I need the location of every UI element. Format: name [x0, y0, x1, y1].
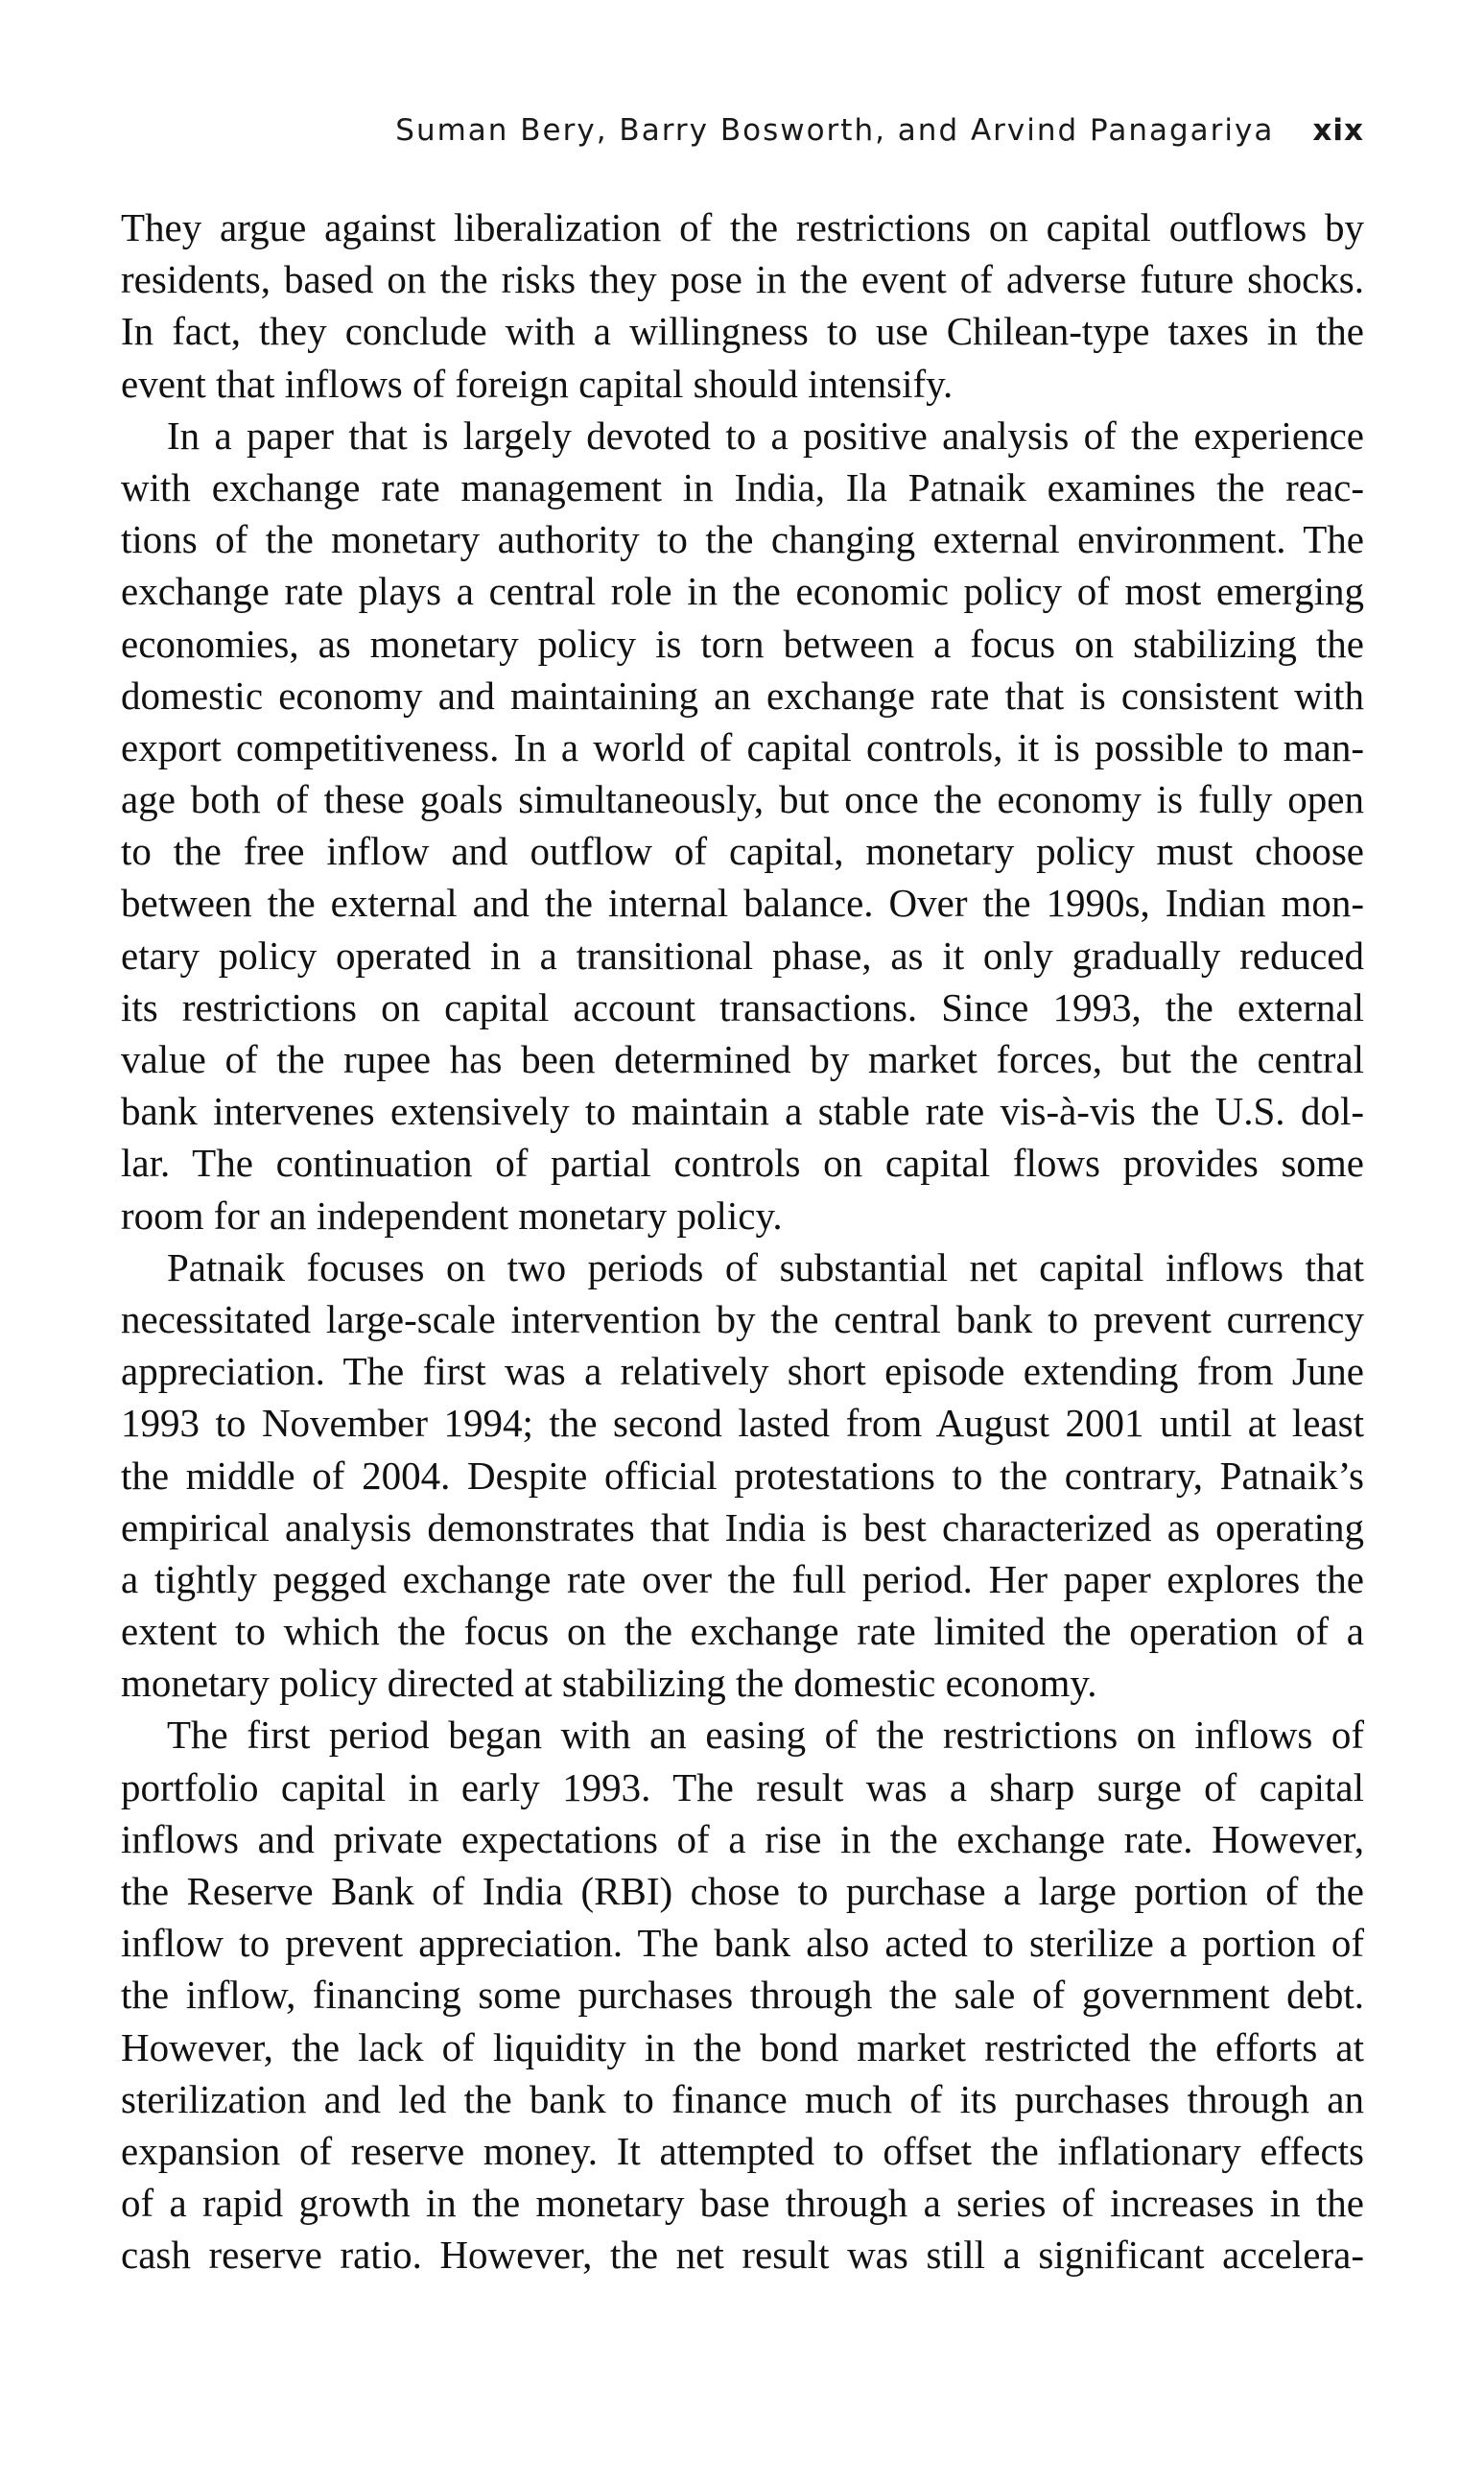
text-line: the middle of 2004. Despite official protestations to the contrary, Patnaik’s: [121, 1453, 1364, 1498]
text-line: empirical analysis demonstrates that India is best characterized as operating: [121, 1504, 1364, 1549]
text-line: value of the rupee has been determined by market forces, but the central: [121, 1037, 1364, 1081]
running-head-authors: Suman Bery, Barry Bosworth, and Arvind Panagariya: [395, 113, 1275, 148]
text-line: extent to which the focus on the exchange rate limited the operation of a: [121, 1609, 1364, 1654]
text-line: age both of these goals simultaneously, but once the economy is fully open: [121, 777, 1364, 822]
paragraph: [121, 1709, 1364, 2281]
text-line: tions of the monetary authority to the changing external environment. The: [121, 517, 1364, 562]
text-line: a tightly pegged exchange rate over the full period. Her paper explores the: [121, 1556, 1364, 1601]
text-line: room for an independent monetary policy.: [121, 1193, 783, 1238]
text-line: economies, as monetary policy is torn between a focus on stabilizing the: [121, 621, 1364, 666]
text-line: inflows and private expectations of a rise in the exchange rate. However,: [121, 1816, 1364, 1861]
body-text: [121, 201, 1364, 2281]
text-line: bank intervenes extensively to maintain a stable rate vis-à-vis the U.S. dol-: [121, 1089, 1364, 1134]
text-line: residents, based on the risks they pose in the event of adverse future shocks.: [121, 257, 1364, 302]
text-line: Patnaik focuses on two periods of substantial net capital inflows that: [167, 1244, 1364, 1289]
text-line: the Reserve Bank of India (RBI) chose to purchase a large portion of the: [121, 1869, 1364, 1913]
text-line: etary policy operated in a transitional phase, as it only gradually reduced: [121, 933, 1364, 978]
text-line: between the external and the internal balance. Over the 1990s, Indian mon-: [121, 881, 1364, 926]
text-line: exchange rate plays a central role in the economic policy of most emerging: [121, 569, 1364, 614]
running-head: [121, 113, 1364, 159]
paragraph: [121, 410, 1364, 1241]
text-line: cash reserve ratio. However, the net result was still a significant accelera-: [121, 2233, 1364, 2278]
text-line: necessitated large-scale intervention by the central bank to prevent currency: [121, 1296, 1364, 1341]
text-line: domestic economy and maintaining an exchange rate that is consistent with: [121, 673, 1364, 718]
text-line: with exchange rate management in India, Ila Patnaik examines the reac-: [121, 464, 1364, 509]
text-line: appreciation. The first was a relatively short episode extending from June: [121, 1349, 1364, 1394]
text-line: portfolio capital in early 1993. The result was a sharp surge of capital: [121, 1764, 1364, 1809]
text-line: sterilization and led the bank to finance much of its purchases through an: [121, 2076, 1364, 2121]
text-line: In a paper that is largely devoted to a positive analysis of the experience: [167, 413, 1364, 458]
text-line: of a rapid growth in the monetary base through a series of increases in the: [121, 2181, 1364, 2226]
page-number: xix: [1312, 113, 1364, 148]
text-line: expansion of reserve money. It attempted to offset the inflationary effects: [121, 2128, 1364, 2173]
text-line: its restrictions on capital account transactions. Since 1993, the external: [121, 984, 1364, 1029]
text-line: They argue against liberalization of the restrictions on capital outflows by: [121, 205, 1364, 249]
text-line: the inflow, financing some purchases through the sale of government debt.: [121, 1973, 1364, 2018]
text-line: lar. The continuation of partial controls on capital flows provides some: [121, 1141, 1364, 1186]
text-line: In fact, they conclude with a willingness to use Chilean-type taxes in the: [121, 309, 1364, 354]
text-line: export competitiveness. In a world of capital controls, it is possible to man-: [121, 724, 1364, 769]
text-line: However, the lack of liquidity in the bond market restricted the efforts at: [121, 2024, 1364, 2069]
text-line: 1993 to November 1994; the second lasted from August 2001 until at least: [121, 1401, 1364, 1446]
text-line: monetary policy directed at stabilizing the domestic economy.: [121, 1661, 1097, 1706]
text-line: The first period began with an easing of the restrictions on inflows of: [167, 1713, 1364, 1758]
paragraph: [121, 201, 1364, 410]
paragraph: [121, 1241, 1364, 1710]
text-line: event that inflows of foreign capital should intensify.: [121, 361, 954, 406]
text-line: to the free inflow and outflow of capital, monetary policy must choose: [121, 829, 1364, 874]
text-line: inflow to prevent appreciation. The bank also acted to sterilize a portion of: [121, 1921, 1364, 1966]
